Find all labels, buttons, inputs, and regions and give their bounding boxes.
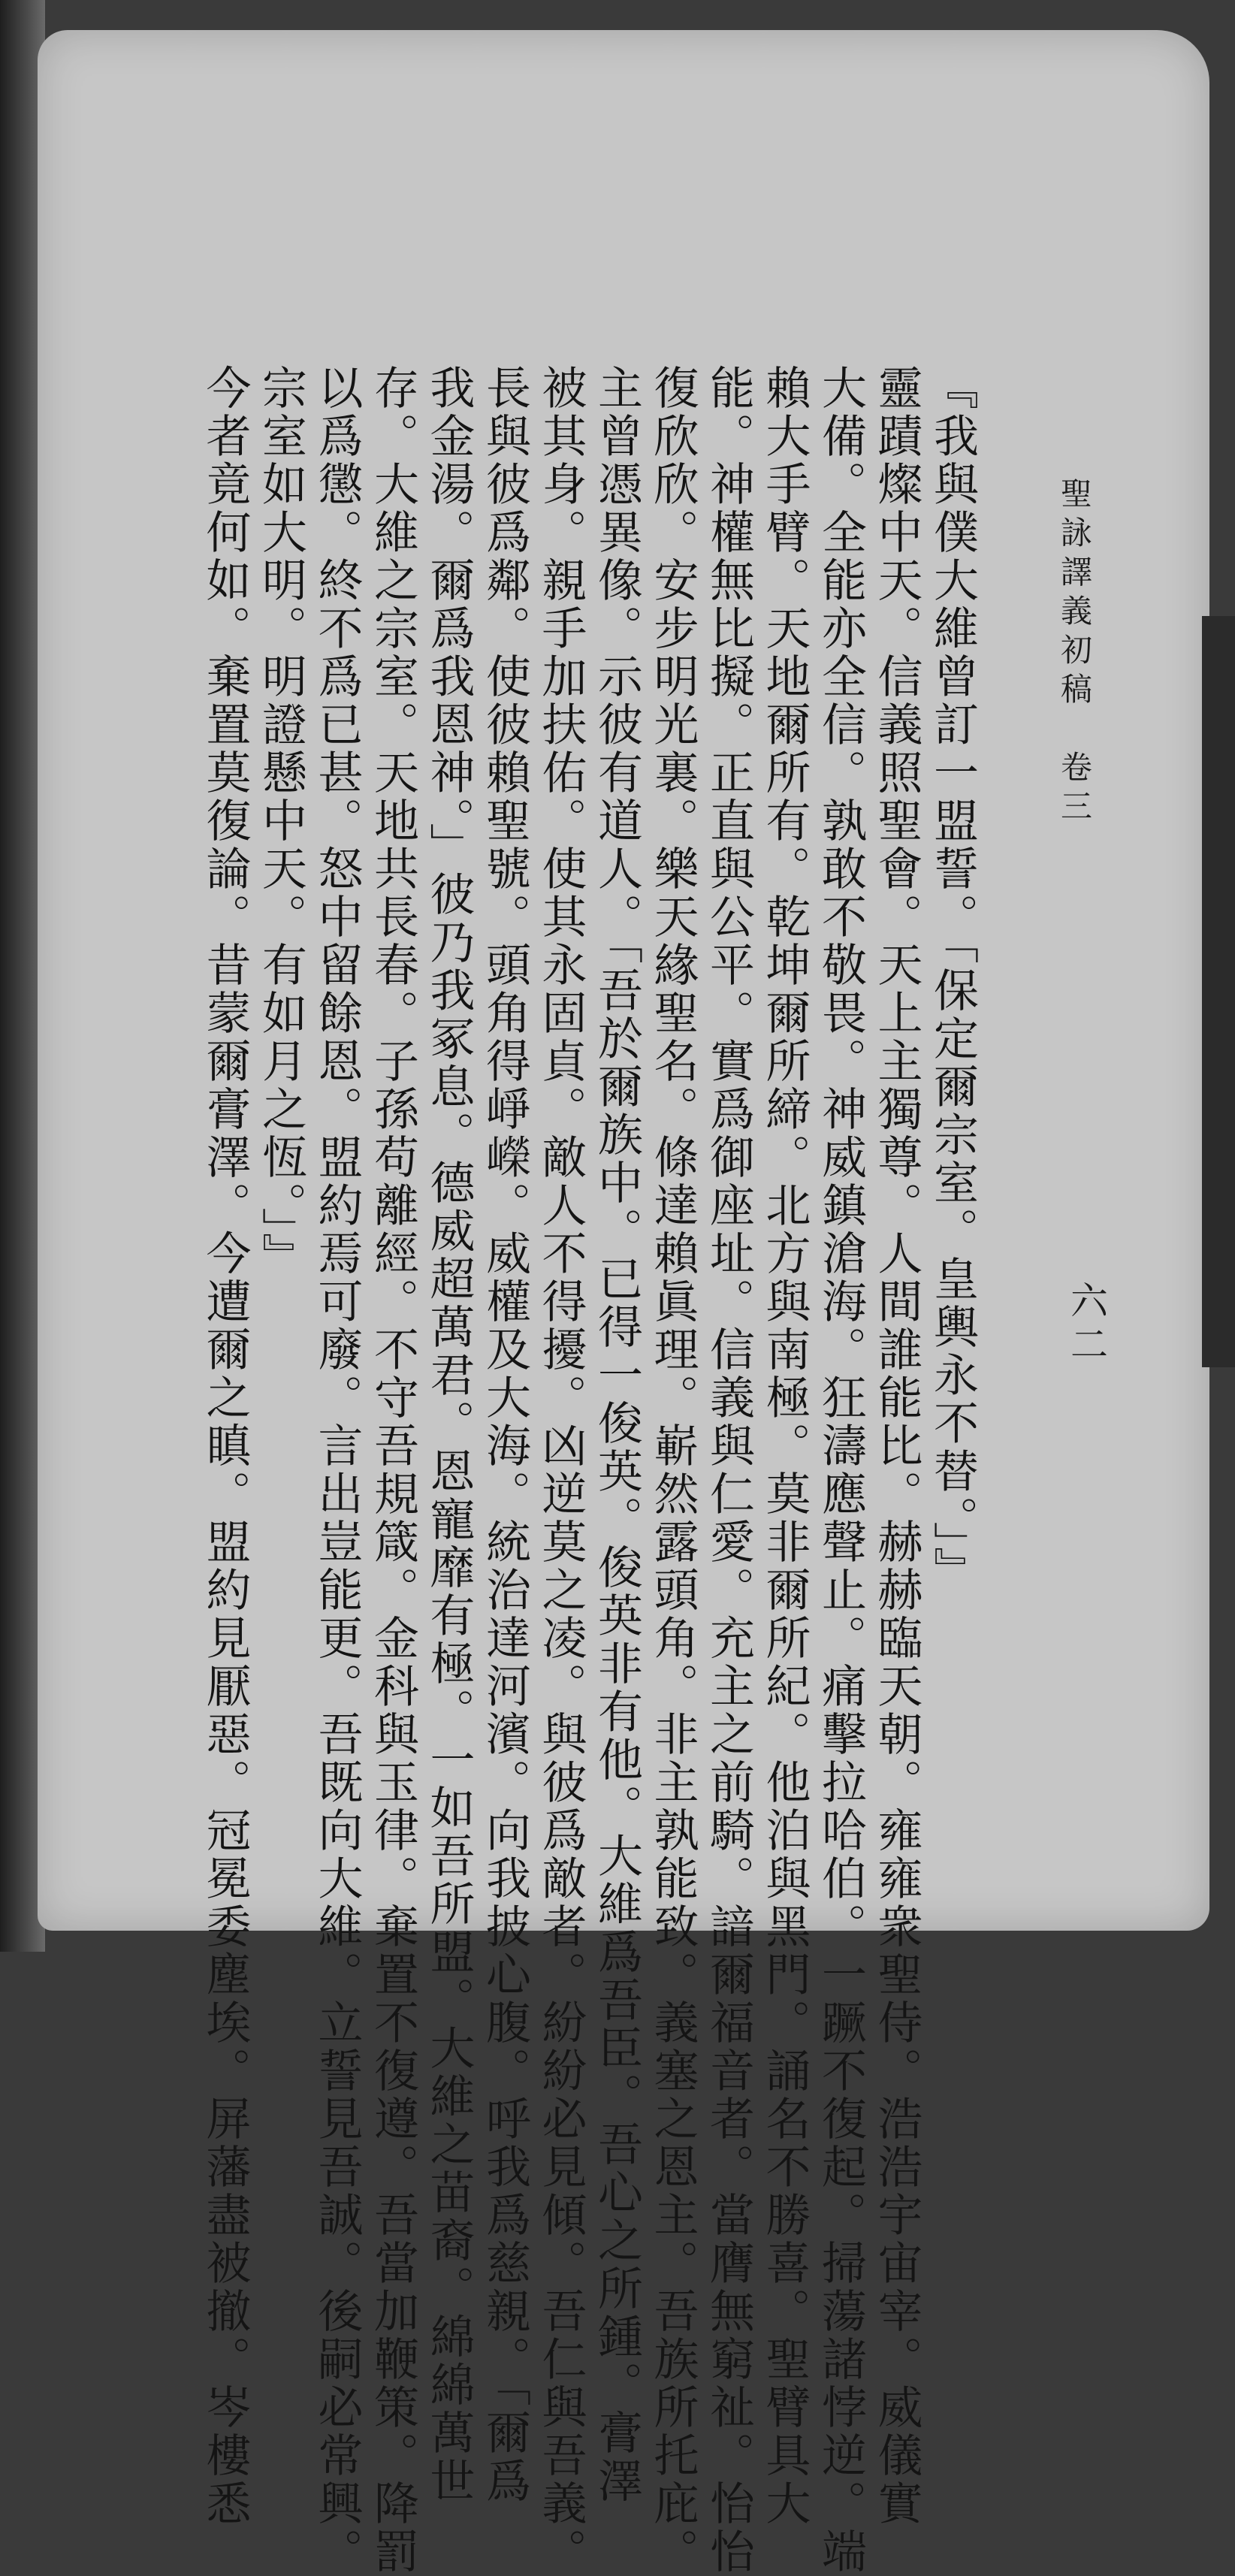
text-column: 主曾憑異像。示彼有道人。「吾於爾族中。已得一俊英。俊英非有他。大維爲吾臣。吾心之所鍾。膏澤	[590, 364, 643, 2505]
text-column: 復欣欣。安步明光裏。樂天緣聖名。條達賴眞理。嶄然露頭角。非主孰能致。義塞之恩主。吾族所托庇。	[646, 364, 699, 2576]
book-header: 聖詠譯義初稿 卷三	[1056, 477, 1093, 829]
text-column: 長與彼爲鄰。使彼賴聖號。頭角得崢嶸。威權及大海。統治達河濱。向我披心腹。呼我爲慈親。「爾爲	[479, 364, 531, 2505]
text-column: 今者竟何如。棄置莫復論。昔蒙爾膏澤。今遭爾之瞋。盟約見厭惡。冠冕委塵埃。屏藩盡被撤。岑樓悉	[198, 364, 252, 2528]
text-column: 我金湯。爾爲我恩神。」彼乃我冢息。德威超萬君。恩寵靡有極。一如吾所盟。大維之苗裔。綿綿萬世	[422, 364, 476, 2505]
text-column: 大備。全能亦全信。孰敢不敬畏。神威鎮滄海。狂濤應聲止。痛擊拉哈伯。一蹶不復起。掃蕩諸悖逆。端	[814, 364, 867, 2576]
text-column: 以爲懲。終不爲已甚。怒中留餘恩。盟約焉可廢。言出豈能更。吾既向大維。立誓見吾誠。後嗣必常興。	[310, 364, 364, 2576]
text-column: 被其身。親手加扶佑。使其永固貞。敵人不得擾。凶逆莫之凌。與彼爲敵者。紛紛必見傾。吾仁與吾義。	[534, 364, 587, 2576]
text-column: 『我與僕大維曾訂一盟誓。「保定爾宗室。皇輿永不替。」』	[926, 364, 979, 1595]
text-column: 賴大手臂。天地爾所有。乾坤爾所締。北方與南極。莫非爾所紀。他泊與黑門。誦名不勝喜。聖臂具大	[758, 364, 811, 2528]
book-edge-tab	[1202, 616, 1235, 1367]
text-column: 靈蹟燦中天。信義照聖會。天上主獨尊。人間誰能比。赫赫臨天朝。雍雍衆聖侍。浩浩宇宙宰。威儀實	[870, 364, 923, 2528]
text-column: 存。大維之宗室。天地共長春。子孫苟離經。不守吾規箴。金科與玉律。棄置不復遵。吾當加鞭策。降罰	[367, 364, 419, 2576]
text-column: 宗室如大明。明證懸中天。有如月之恆。」』	[255, 364, 307, 1281]
page-number: 六二	[1064, 1281, 1108, 1368]
text-column: 能。神權無比擬。正直與公平。實爲御座址。信義與仁愛。充主之前騎。諳爾福音者。當膺無窮祉。怡怡	[702, 364, 755, 2576]
body-text	[162, 364, 980, 2576]
